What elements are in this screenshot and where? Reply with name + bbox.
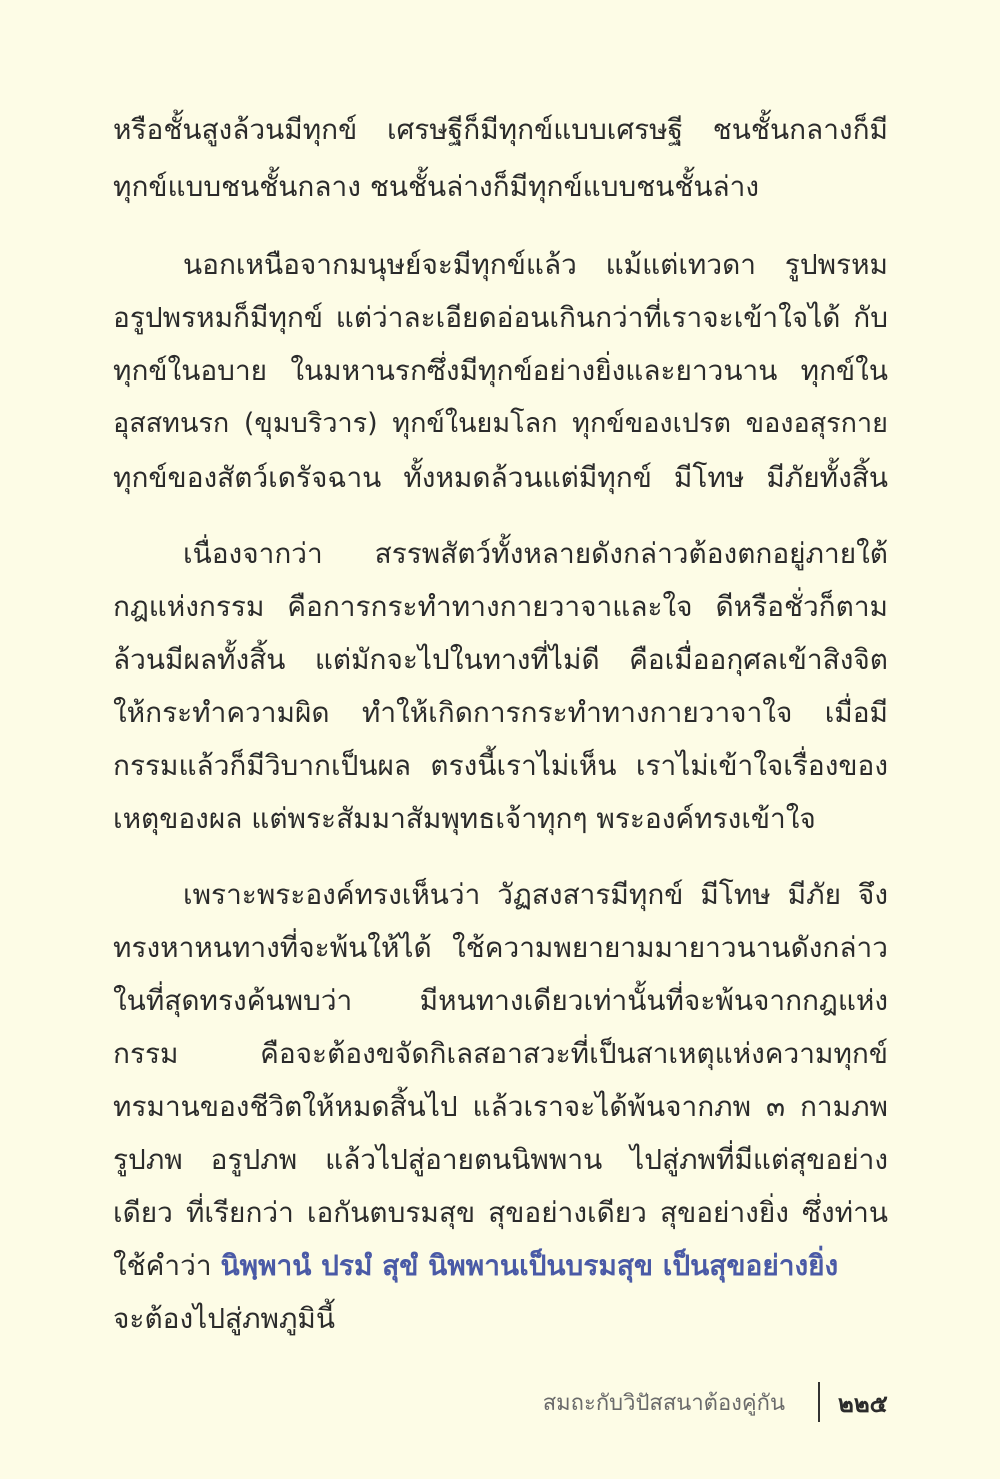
text-line: เนื่องจากว่า สรรพสัตว์ทั้งหลายดังกล่าวต้องตกอยู่ภายใต้ bbox=[183, 537, 888, 570]
text-line: อรูปพรหมก็มีทุกข์ แต่ว่าละเอียดอ่อนเกินกว่าที่เราจะเข้าใจได้ กับ bbox=[113, 301, 888, 334]
pali-quote-highlight: นิพฺพานํ ปรมํ สุขํ นิพพานเป็นบรมสุข เป็นสุขอย่างยิ่ง bbox=[220, 1249, 839, 1282]
text-line: รูปภพ อรูปภพ แล้วไปสู่อายตนนิพพาน ไปสู่ภพที่มีแต่สุขอย่าง bbox=[113, 1143, 888, 1176]
text-line: ทรมานของชีวิตให้หมดสิ้นไป แล้วเราจะได้พ้นจากภพ ๓ กามภพ bbox=[113, 1090, 888, 1123]
text-line: ทุกข์ในอบาย ในมหานรกซึ่งมีทุกข์อย่างยิ่งและยาวนาน ทุกข์ใน bbox=[113, 354, 888, 387]
text-line: กฎแห่งกรรม คือการกระทำทางกายวาจาและใจ ดีหรือชั่วก็ตาม bbox=[113, 590, 888, 623]
footer-divider bbox=[818, 1382, 820, 1422]
text-line: เพราะพระองค์ทรงเห็นว่า วัฏสงสารมีทุกข์ มีโทษ มีภัย จึง bbox=[183, 878, 888, 911]
page-number: ๒๒๕ bbox=[838, 1390, 888, 1418]
text-line: ล้วนมีผลทั้งสิ้น แต่มักจะไปในทางที่ไม่ดี คือเมื่ออกุศลเข้าสิงจิต bbox=[113, 643, 888, 676]
text-line: กรรม คือจะต้องขจัดกิเลสอาสวะที่เป็นสาเหตุแห่งความทุกข์ bbox=[113, 1037, 888, 1070]
text-line: ทุกข์แบบชนชั้นกลาง ชนชั้นล่างก็มีทุกข์แบบชนชั้นล่าง bbox=[113, 170, 760, 203]
quote-prefix: ใช้คำว่า bbox=[113, 1249, 221, 1282]
text-line: กรรมแล้วก็มีวิบากเป็นผล ตรงนี้เราไม่เห็น เราไม่เข้าใจเรื่องของ bbox=[113, 749, 888, 782]
text-line: เดียว ที่เรียกว่า เอกันตบรมสุข สุขอย่างเดียว สุขอย่างยิ่ง ซึ่งท่าน bbox=[113, 1196, 888, 1229]
text-line: ทรงหาหนทางที่จะพ้นให้ได้ ใช้ความพยายามมายาวนานดังกล่าว bbox=[113, 931, 888, 964]
text-line: ทุกข์ของสัตว์เดรัจฉาน ทั้งหมดล้วนแต่มีทุกข์ มีโทษ มีภัยทั้งสิ้น bbox=[113, 461, 888, 494]
text-line: อุสสทนรก (ขุมบริวาร) ทุกข์ในยมโลก ทุกข์ของเปรต ของอสุรกาย bbox=[113, 408, 888, 439]
running-footer-title: สมถะกับวิปัสสนาต้องคู่กัน bbox=[542, 1391, 785, 1416]
text-line: ให้กระทำความผิด ทำให้เกิดการกระทำทางกายวาจาใจ เมื่อมี bbox=[113, 696, 888, 729]
text-line: ในที่สุดทรงค้นพบว่า มีหนทางเดียวเท่านั้นที่จะพ้นจากกฎแห่ง bbox=[113, 984, 888, 1017]
text-line: เหตุของผล แต่พระสัมมาสัมพุทธเจ้าทุกๆ พระองค์ทรงเข้าใจ bbox=[113, 802, 816, 835]
text-line: นอกเหนือจากมนุษย์จะมีทุกข์แล้ว แม้แต่เทวดา รูปพรหม bbox=[183, 248, 888, 281]
text-line-quote bbox=[113, 1237, 888, 1295]
text-line: หรือชั้นสูงล้วนมีทุกข์ เศรษฐีก็มีทุกข์แบบเศรษฐี ชนชั้นกลางก็มี bbox=[113, 113, 888, 146]
text-line: จะต้องไปสู่ภพภูมินี้ bbox=[113, 1302, 336, 1335]
